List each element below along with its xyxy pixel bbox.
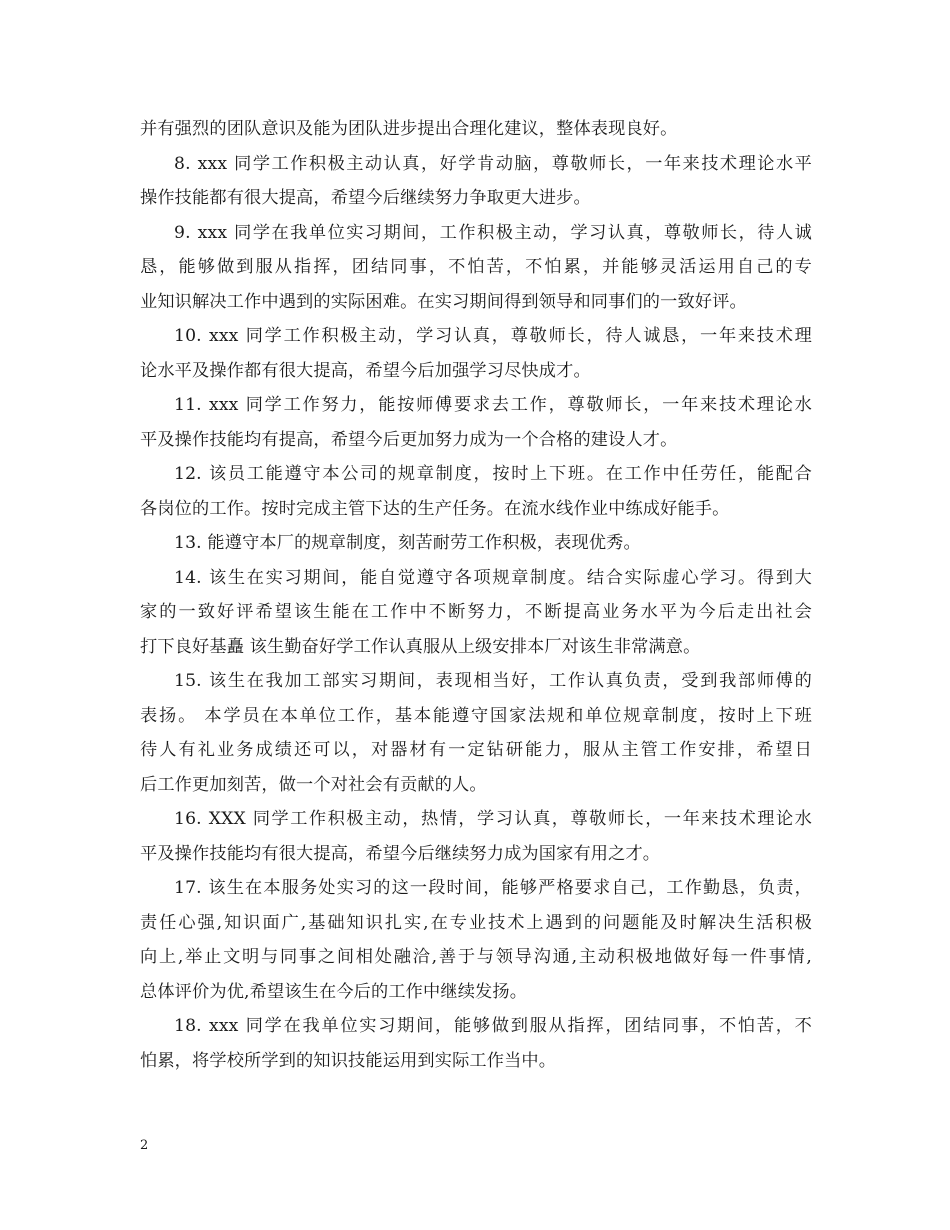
text-line: 后工作更加刻苦，做一个对社会有贡献的人。	[140, 774, 487, 795]
text-line: 12. 该员工能遵守本公司的规章制度，按时上下班。在工作中任劳任，能配合	[174, 464, 812, 484]
text-line: 16. XXX 同学工作积极主动，热情，学习认真，尊敬师长，一年来技术理论水	[174, 809, 812, 829]
page-number: 2	[140, 1138, 149, 1153]
text-line: 操作技能都有很大提高，希望今后继续努力争取更大进步。	[140, 188, 591, 208]
text-line: 表扬。 本学员在本单位工作，基本能遵守国家法规和单位规章制度，按时上下班	[140, 705, 812, 726]
text-line: 恳，能够做到服从指挥，团结同事，不怕苦，不怕累，并能够灵活运用自己的专	[140, 257, 812, 277]
text-line: 向上,举止文明与同事之间相处融洽,善于与领导沟通,主动积极地做好每一件事情,	[140, 947, 812, 967]
text-line: 平及操作技能均有提高，希望今后更加努力成为一个合格的建设人才。	[140, 429, 678, 450]
text-line: 13. 能遵守本厂的规章制度，刻苦耐劳工作积极，表现优秀。	[174, 533, 641, 553]
text-line: 并有强烈的团队意识及能为团队进步提出合理化建议，整体表现良好。	[140, 119, 678, 139]
text-line: 8. xxx 同学工作积极主动认真，好学肯动脑，尊敬师长，一年来技术理论水平	[174, 153, 812, 174]
text-line: 待人有礼业务成绩还可以，对器材有一定钻研能力，服从主管工作安排，希望日	[140, 740, 812, 760]
text-line: 14. 该生在实习期间，能自觉遵守各项规章制度。结合实际虚心学习。得到大	[174, 567, 812, 588]
text-line: 打下良好基矗 该生勤奋好学工作认真服从上级安排本厂对该生非常满意。	[140, 636, 701, 657]
text-line: 10. xxx 同学工作积极主动，学习认真，尊敬师长，待人诚恳，一年来技术理	[174, 326, 812, 346]
document-body	[140, 112, 812, 1078]
text-line: 论水平及操作都有很大提高，希望今后加强学习尽快成才。	[140, 360, 591, 381]
text-line: 业知识解决工作中遇到的实际困难。在实习期间得到领导和同事们的一致好评。	[140, 291, 747, 312]
text-line: 17. 该生在本服务处实习的这一段时间，能够严格要求自己，工作勤恳，负责，	[174, 878, 812, 898]
text-line: 总体评价为优,希望该生在今后的工作中继续发扬。	[140, 981, 528, 1002]
text-line: 家的一致好评希望该生能在工作中不断努力，不断提高业务水平为今后走出社会	[140, 602, 812, 622]
text-line: 18. xxx 同学在我单位实习期间，能够做到服从指挥，团结同事，不怕苦，不	[174, 1016, 812, 1036]
text-line: 15. 该生在我加工部实习期间，表现相当好，工作认真负责，受到我部师傅的	[174, 671, 812, 691]
text-line: 平及操作技能均有很大提高，希望今后继续努力成为国家有用之才。	[140, 843, 661, 864]
text-line: 11. xxx 同学工作努力，能按师傅要求去工作，尊敬师长，一年来技术理论水	[174, 395, 812, 415]
text-line: 各岗位的工作。按时完成主管下达的生产任务。在流水线作业中练成好能手。	[140, 498, 730, 519]
text-line: 怕累，将学校所学到的知识技能运用到实际工作当中。	[140, 1050, 557, 1071]
text-line: 9. xxx 同学在我单位实习期间，工作积极主动，学习认真，尊敬师长，待人诚	[174, 222, 812, 243]
text-line: 责任心强,知识面广,基础知识扎实,在专业技术上遇到的问题能及时解决生活积极	[140, 912, 812, 933]
